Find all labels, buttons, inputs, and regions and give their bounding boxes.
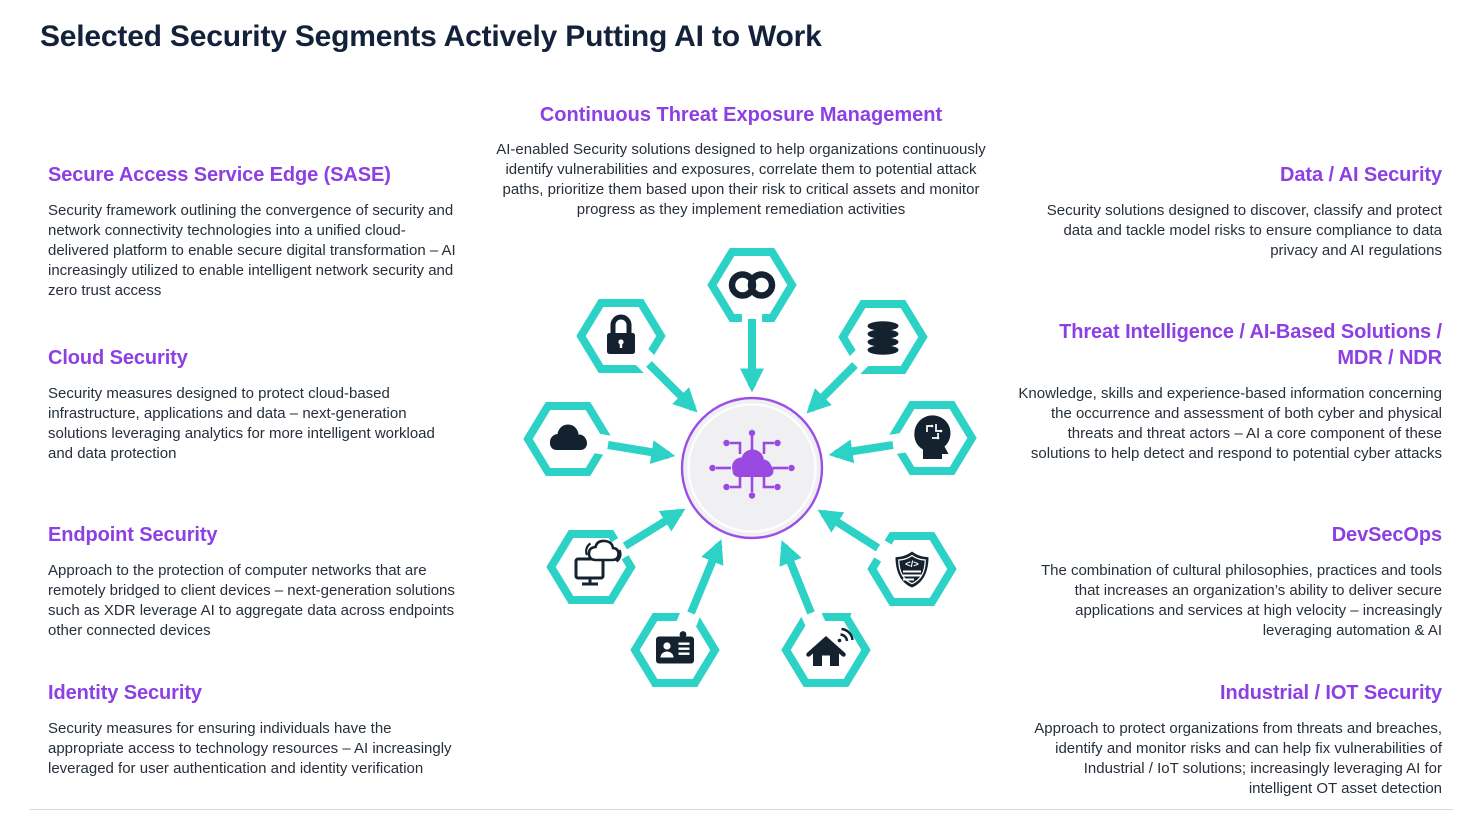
section-body-ctem: AI-enabled Security solutions designed to help organizations continuously identify vulnerabilities and exposures, correlate them to potential attack paths, prioritize them based upon their risk to critical assets and monitor progress as they implement remediation activities — [496, 141, 986, 218]
section-heading-identity-security: Identity Security — [48, 682, 202, 704]
section-heading-threat-intelligence: Threat Intelligence / AI-Based Solutions / MDR / NDR — [1059, 321, 1442, 369]
section-sase — [48, 162, 460, 301]
section-body-sase: Security framework outlining the convergence of security and network connectivity technologies into a unified cloud-delivered platform to enable secure digital transformation – AI increasingly utilized to enable intelligent network security and zero trust access — [48, 202, 456, 299]
section-heading-devsecops: DevSecOps — [1331, 524, 1442, 546]
section-heading-data-ai-security: Data / AI Security — [1280, 164, 1442, 186]
svg-text:</>: </> — [905, 559, 919, 570]
section-heading-ctem: Continuous Threat Exposure Management — [539, 104, 943, 126]
section-endpoint-security — [48, 522, 460, 641]
section-heading-endpoint-security: Endpoint Security — [48, 524, 218, 546]
bottom-divider — [30, 809, 1453, 810]
section-devsecops — [1018, 522, 1442, 641]
section-heading-sase: Secure Access Service Edge (SASE) — [48, 164, 391, 186]
section-body-devsecops: The combination of cultural philosophies, practices and tools that increases an organization’s ability to deliver secure applications and services at high velocity – increasingly leveraging automation & AI — [1040, 562, 1442, 639]
section-threat-intelligence — [1018, 319, 1442, 464]
section-industrial-iot-security — [1018, 680, 1442, 799]
page-title: Selected Security Segments Actively Putting AI to Work — [40, 20, 822, 53]
section-cloud-security — [48, 345, 460, 464]
section-body-identity-security: Security measures for ensuring individuals have the appropriate access to technology resources – AI increasingly leveraged for user authentication and identity verification — [48, 720, 452, 777]
section-body-cloud-security: Security measures designed to protect cloud-based infrastructure, applications and data – next-generation solutions leveraging analytics for more intelligent workload and data protection — [48, 385, 435, 462]
section-heading-industrial-iot-security: Industrial / IOT Security — [1220, 682, 1442, 704]
section-body-data-ai-security: Security solutions designed to discover, classify and protect data and tackle model risks to ensure compliance to data privacy and AI regulations — [1046, 202, 1442, 259]
section-identity-security — [48, 680, 460, 779]
section-data-ai-security — [1018, 162, 1442, 261]
section-body-industrial-iot-security: Approach to protect organizations from threats and breaches, identify and monitor risks and can help fix vulnerabilities of Industrial / IoT solutions; increasingly leveraging AI for intelligent OT asset detection — [1034, 720, 1442, 797]
section-heading-cloud-security: Cloud Security — [48, 347, 188, 369]
section-body-threat-intelligence: Knowledge, skills and experience-based information concerning the occurrence and assessment of both cyber and physical threats and threat actors – AI a core component of these solutions to help detect and respond to potential cyber attacks — [1018, 385, 1442, 462]
section-ctem — [484, 102, 998, 220]
hub-spoke-diagram — [495, 233, 1015, 703]
section-body-endpoint-security: Approach to the protection of computer networks that are remotely bridged to client devices – next-generation solutions such as XDR leverage AI to aggregate data across endpoints other connected devices — [48, 562, 455, 639]
